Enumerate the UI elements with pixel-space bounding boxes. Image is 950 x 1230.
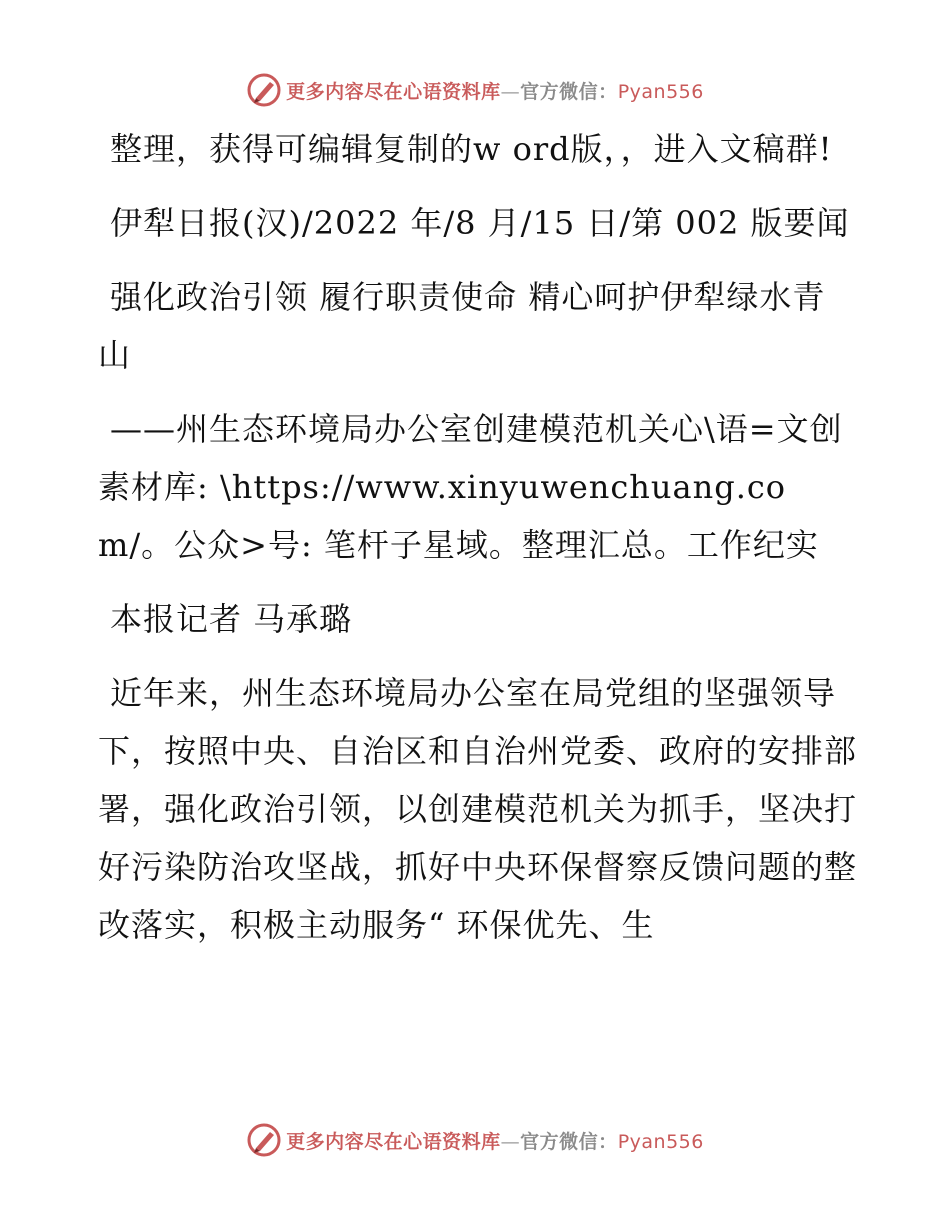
- paragraph-source: 伊犁日报(汉)/2022 年/8 月/15 日/第 002 版要闻: [110, 204, 850, 242]
- article-byline: 本报记者 马承璐: [110, 600, 353, 638]
- watermark-sub: 官方微信：: [520, 1130, 618, 1153]
- paragraph-notice: 整理，获得可编辑复制的w ord版，，进入文稿群!: [110, 130, 833, 168]
- footer-watermark: [0, 1120, 950, 1160]
- watermark-text: [286, 1127, 704, 1154]
- article-subtitle: ——州生态环境局办公室创建模范机关心\语=文创素材库: \https://www.xinyuwenchuang.com/。公众>号: 笔杆子星域。整理汇总。工作纪实: [98, 410, 843, 564]
- watermark-id: Pyan556: [617, 80, 704, 103]
- watermark-text: [286, 77, 704, 104]
- pen-logo-icon: [246, 72, 282, 108]
- watermark-separator: —: [500, 1130, 521, 1153]
- pen-logo-icon: [246, 1122, 282, 1158]
- watermark-separator: —: [500, 80, 521, 103]
- watermark-main: 更多内容尽在心语资料库: [286, 1130, 501, 1153]
- header-watermark: [0, 70, 950, 110]
- watermark-id: Pyan556: [617, 1130, 704, 1153]
- article-body-paragraph: 近年来，州生态环境局办公室在局党组的坚强领导下，按照中央、自治区和自治州党委、政府的安排部署，强化政治引领，以创建模范机关为抓手，坚决打好污染防治攻坚战，抓好中央环保督察反馈问题的整改落实，积极主动服务“ 环保优先、生: [98, 674, 858, 944]
- document-body: [98, 120, 858, 970]
- watermark-sub: 官方微信：: [520, 80, 618, 103]
- article-title: 强化政治引领 履行职责使命 精心呵护伊犁绿水青山: [98, 278, 826, 374]
- watermark-main: 更多内容尽在心语资料库: [286, 80, 501, 103]
